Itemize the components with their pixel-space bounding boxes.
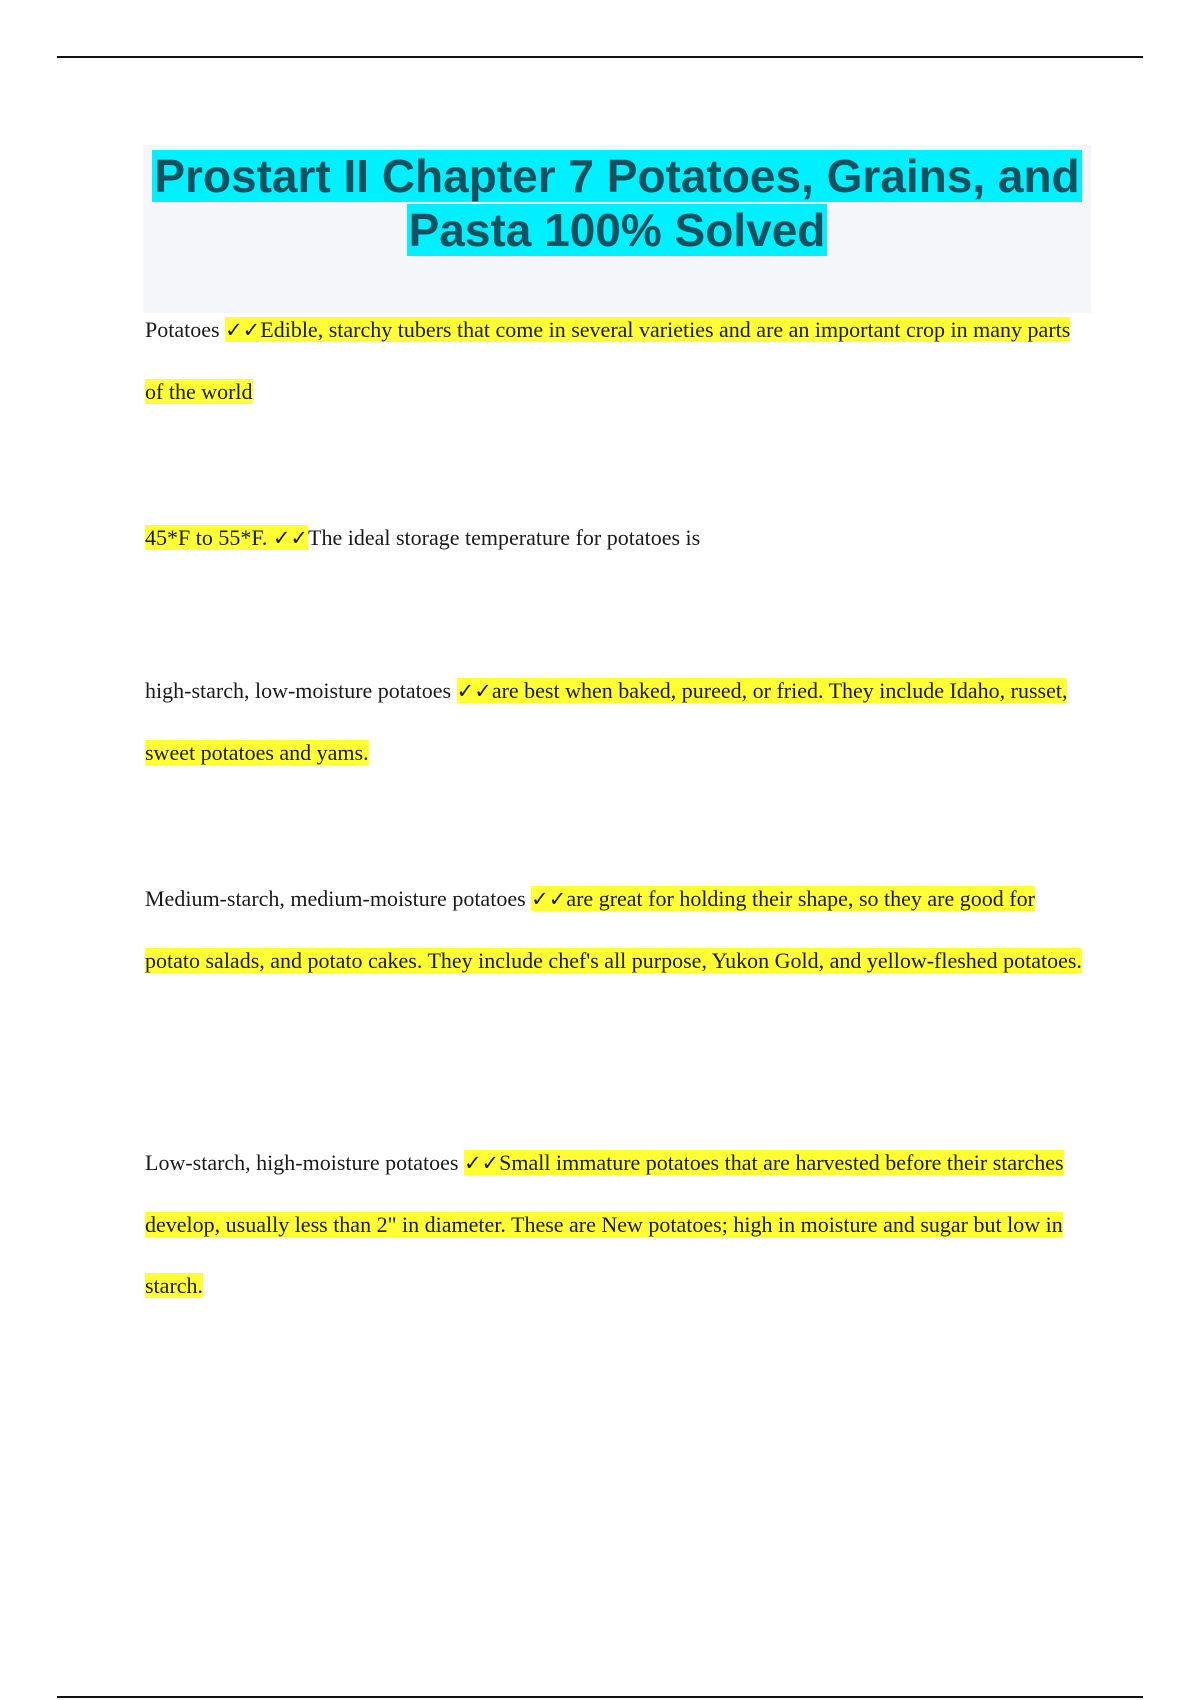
double-check-icon: ✓✓ xyxy=(531,887,567,911)
term: Medium-starch, medium-moisture potatoes xyxy=(145,886,526,911)
double-check-icon: ✓✓ xyxy=(225,318,261,342)
qa-item-low-starch xyxy=(145,1132,1085,1316)
definition: The ideal storage temperature for potatoes is xyxy=(308,525,701,550)
answer-highlight xyxy=(145,525,308,550)
term: Low-starch, high-moisture potatoes xyxy=(145,1150,459,1175)
top-rule xyxy=(57,56,1143,58)
double-check-icon: ✓✓ xyxy=(456,679,492,703)
definition: are best when baked, pureed, or fried. They include Idaho, russet, sweet potatoes and yams. xyxy=(145,678,1068,765)
double-check-icon: ✓✓ xyxy=(463,1151,500,1175)
answer-highlight xyxy=(145,317,1070,404)
definition: Small immature potatoes that are harvested before their starches develop, usually less than 2" in diameter. These are New potatoes; high in moisture and sugar but low in starch. xyxy=(145,1150,1064,1298)
definition: are great for holding their shape, so they are good for potato salads, and potato cakes. They include chef's all purpose, Yukon Gold, and yellow-fleshed potatoes. xyxy=(145,886,1082,973)
document-title: Prostart II Chapter 7 Potatoes, Grains, and Pasta 100% Solved xyxy=(154,150,1080,256)
bottom-rule xyxy=(57,1696,1143,1698)
term: Potatoes xyxy=(145,317,220,342)
qa-item-potatoes xyxy=(145,299,1085,422)
term: 45*F to 55*F. xyxy=(145,525,268,550)
qa-item-storage-temperature xyxy=(145,507,1085,569)
term: high-starch, low-moisture potatoes xyxy=(145,678,452,703)
qa-item-high-starch xyxy=(145,660,1085,783)
title-block xyxy=(143,145,1091,313)
double-check-icon: ✓✓ xyxy=(272,526,309,550)
definition: Edible, starchy tubers that come in several varieties and are an important crop in many parts of the world xyxy=(145,317,1071,404)
qa-item-medium-starch xyxy=(145,868,1085,991)
